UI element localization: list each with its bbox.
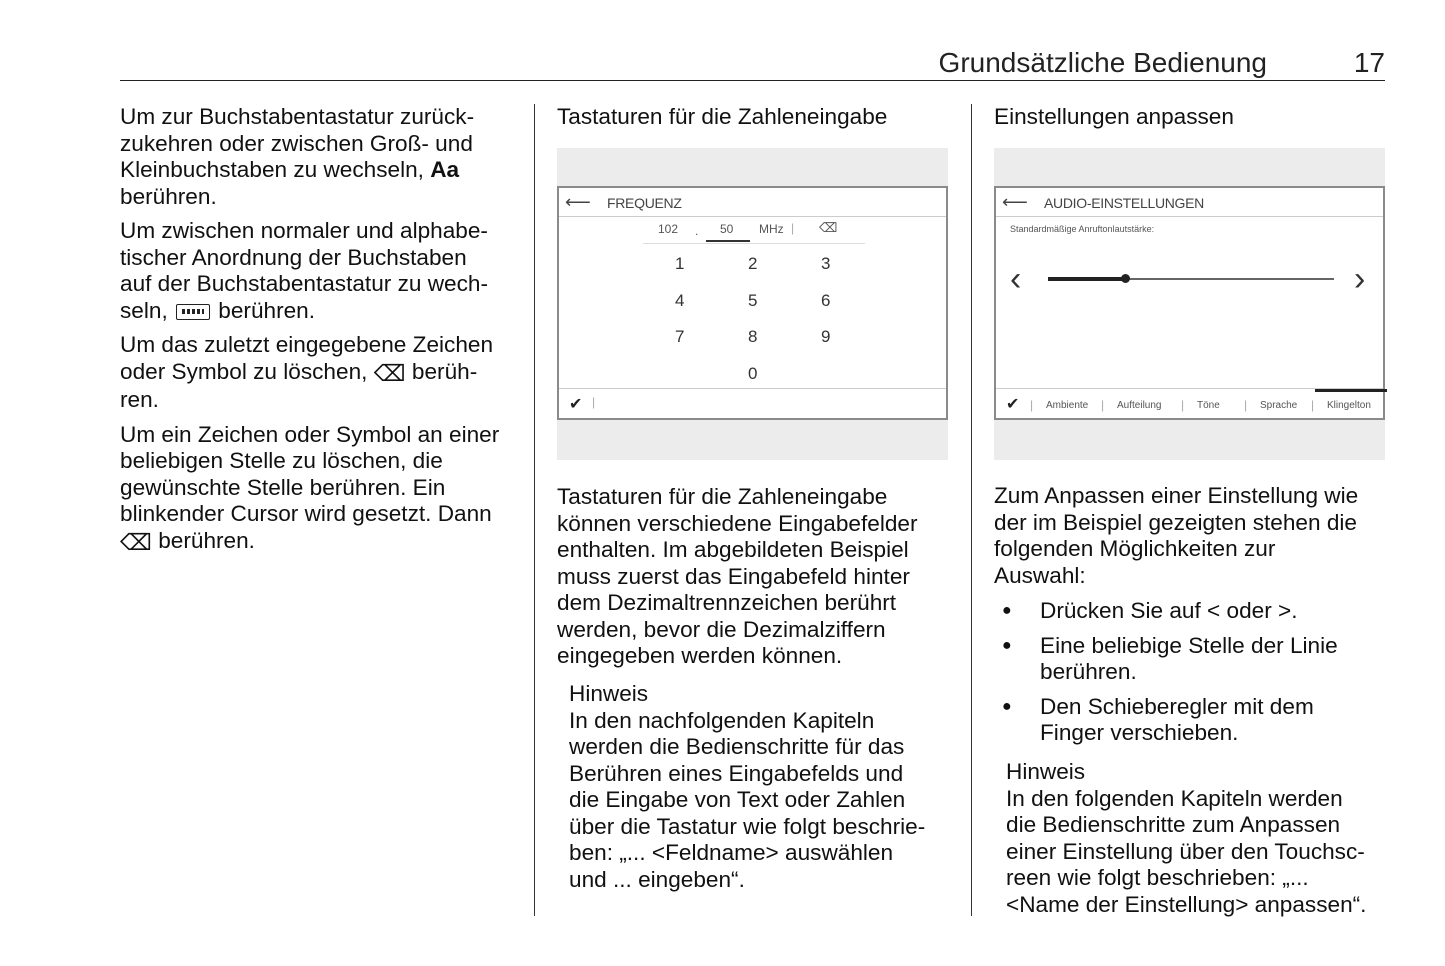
note-title: Hinweis [569, 681, 649, 706]
body-text [557, 484, 957, 670]
bullet-item [994, 694, 1389, 747]
note-line: In den nachfolgenden Kapiteln [569, 707, 875, 733]
tab-separator: | [1244, 398, 1248, 412]
tab-ambiente[interactable]: Ambiente [1046, 400, 1089, 411]
setting-label: Standardmäßige Anruftonlautstärke: [1010, 224, 1155, 234]
bullet-line: ● Den Schieberegler mit dem [1040, 693, 1314, 719]
bullet-item [994, 633, 1389, 686]
decimal-separator: . [695, 224, 699, 238]
paragraph: Um zur Buchstabentastatur zurück- zukehren oder zwischen Groß- und Kleinbuchstaben zu wechseln, Aa berühren. [120, 104, 475, 209]
screen-title: FREQUENZ [607, 195, 682, 211]
frequency-screen: ⟵ FREQUENZ 102 . 50 MHz | ⌫ 1 2 3 4 5 6 7 8 9 0 ✔ | [557, 186, 948, 420]
page-number: 17 [1353, 47, 1385, 78]
unit-label: MHz [759, 222, 784, 236]
note-line: über die Tastatur wie folgt beschrie- [569, 813, 926, 839]
keypad-key-9[interactable]: 9 [821, 327, 831, 346]
paragraph: Um ein Zeichen oder Symbol an einer beliebigen Stelle zu löschen, die gewünschte Stelle berühren. Ein blinkender Cursor wird gesetzt. Dann ⌫ berühren. [120, 421, 500, 555]
note-line: die Eingabe von Text oder Zahlen [569, 787, 906, 812]
note-line: die Bedienschritte zum Anpassen [1006, 812, 1341, 837]
confirm-icon[interactable]: ✔ [1006, 396, 1020, 413]
text-line: der im Beispiel gezeigten stehen die [994, 509, 1357, 535]
tab-separator: | [1030, 398, 1034, 412]
column-1 [120, 104, 520, 564]
note-line: reen wie folgt beschrieben: „... [1006, 865, 1309, 890]
note-line: <Name der Einstellung> anpassen“. [1006, 891, 1367, 917]
keypad-key-2[interactable]: 2 [748, 254, 758, 273]
column-divider [971, 104, 972, 916]
text-line: Auswahl: [994, 562, 1086, 588]
text-line: folgenden Möglichkeiten zur [994, 536, 1276, 561]
case-key-label: Aa [430, 157, 460, 182]
integer-field[interactable]: 102 [658, 222, 679, 236]
active-tab-indicator [1315, 389, 1387, 392]
tab-aufteilung[interactable]: Aufteilung [1117, 400, 1162, 411]
note-box [569, 681, 959, 893]
note-line: und ... eingeben“. [569, 866, 745, 892]
text-line: können verschiedene Eingabefelder [557, 510, 918, 536]
tab-klingelton[interactable]: Klingelton [1327, 400, 1371, 411]
text-line: Zum Anpassen einer Einstellung wie [994, 483, 1359, 508]
increase-button[interactable]: › [1354, 260, 1366, 298]
body-text [994, 483, 1389, 589]
text-line: enthalten. Im abgebildeten Beispiel [557, 537, 909, 562]
note-line: werden die Bedienschritte für das [569, 734, 905, 759]
slider-fill [1048, 277, 1125, 281]
delete-icon[interactable]: ⌫ [819, 220, 838, 235]
tab-töne[interactable]: Töne [1197, 400, 1220, 411]
note-line: einer Einstellung über den Touchsc- [1006, 838, 1365, 864]
audio-settings-screen [994, 186, 1385, 420]
bullet-line: ● Drücken Sie auf < oder >. [1040, 598, 1298, 623]
backspace-icon: ⌫ [373, 360, 406, 386]
keypad-key-7[interactable]: 7 [675, 327, 685, 346]
tab-separator: | [1311, 398, 1315, 412]
text-line: muss zuerst das Eingabefeld hinter [557, 563, 910, 589]
decrease-button[interactable]: ‹ [1010, 260, 1022, 298]
note-title: Hinweis [1006, 759, 1086, 784]
confirm-icon[interactable]: ✔ [569, 396, 583, 413]
keypad-key-4[interactable]: 4 [675, 290, 685, 310]
tab-sprache[interactable]: Sprache [1260, 400, 1298, 411]
section-heading: Tastaturen für die Zahleneingabe [557, 104, 888, 129]
page-header [120, 44, 1385, 81]
keypad-key-5[interactable]: 5 [748, 290, 758, 310]
decimal-field[interactable]: 50 [720, 222, 734, 236]
text-line: werden, bevor die Dezimalziffern [557, 616, 886, 642]
bullet-line: Finger verschieben. [1040, 720, 1239, 745]
chapter-title: Grundsätzliche Bedienung [938, 47, 1267, 78]
paragraph: Um zwischen normaler und alphabe- tischer Anordnung der Buchstaben auf der Buchstabentastatur zu wech- seln, berühren. [120, 218, 488, 323]
tab-separator: | [1101, 398, 1105, 412]
bullet-list [994, 598, 1389, 755]
back-arrow-icon[interactable]: ⟵ [565, 192, 591, 212]
bullet-line: berühren. [1040, 659, 1137, 684]
text-line: Tastaturen für die Zahleneingabe [557, 484, 888, 509]
column-divider [534, 104, 535, 916]
keypad-key-0[interactable]: 0 [748, 363, 758, 383]
bullet-line: ● Eine beliebige Stelle der Linie [1040, 632, 1338, 658]
note-line: In den folgenden Kapiteln werden [1006, 785, 1343, 811]
backspace-icon: ⌫ [120, 529, 152, 555]
volume-slider[interactable] [1048, 278, 1334, 280]
paragraph: Um das zuletzt eingegebene Zeichen oder Symbol zu löschen, ⌫ berüh- ren. [120, 332, 494, 412]
screen-title: AUDIO-EINSTELLUNGEN [1044, 195, 1204, 211]
note-line: ben: „... <Feldname> auswählen [569, 840, 894, 865]
keyboard-icon [176, 304, 210, 320]
bullet-item [994, 598, 1389, 625]
tab-separator: | [1181, 398, 1185, 412]
text-line: eingegeben werden können. [557, 643, 843, 668]
back-arrow-icon[interactable]: ⟵ [1002, 192, 1028, 212]
section-heading: Einstellungen anpassen [994, 104, 1234, 129]
note-box [1006, 759, 1391, 918]
keypad-key-3[interactable]: 3 [821, 254, 831, 273]
keypad-key-8[interactable]: 8 [748, 327, 758, 346]
note-line: Berühren eines Eingabefelds und [569, 760, 904, 786]
keypad-key-1[interactable]: 1 [675, 254, 685, 273]
slider-knob[interactable] [1121, 274, 1130, 283]
keypad-key-6[interactable]: 6 [821, 290, 831, 310]
text-line: dem Dezimaltrennzeichen berührt [557, 590, 897, 615]
